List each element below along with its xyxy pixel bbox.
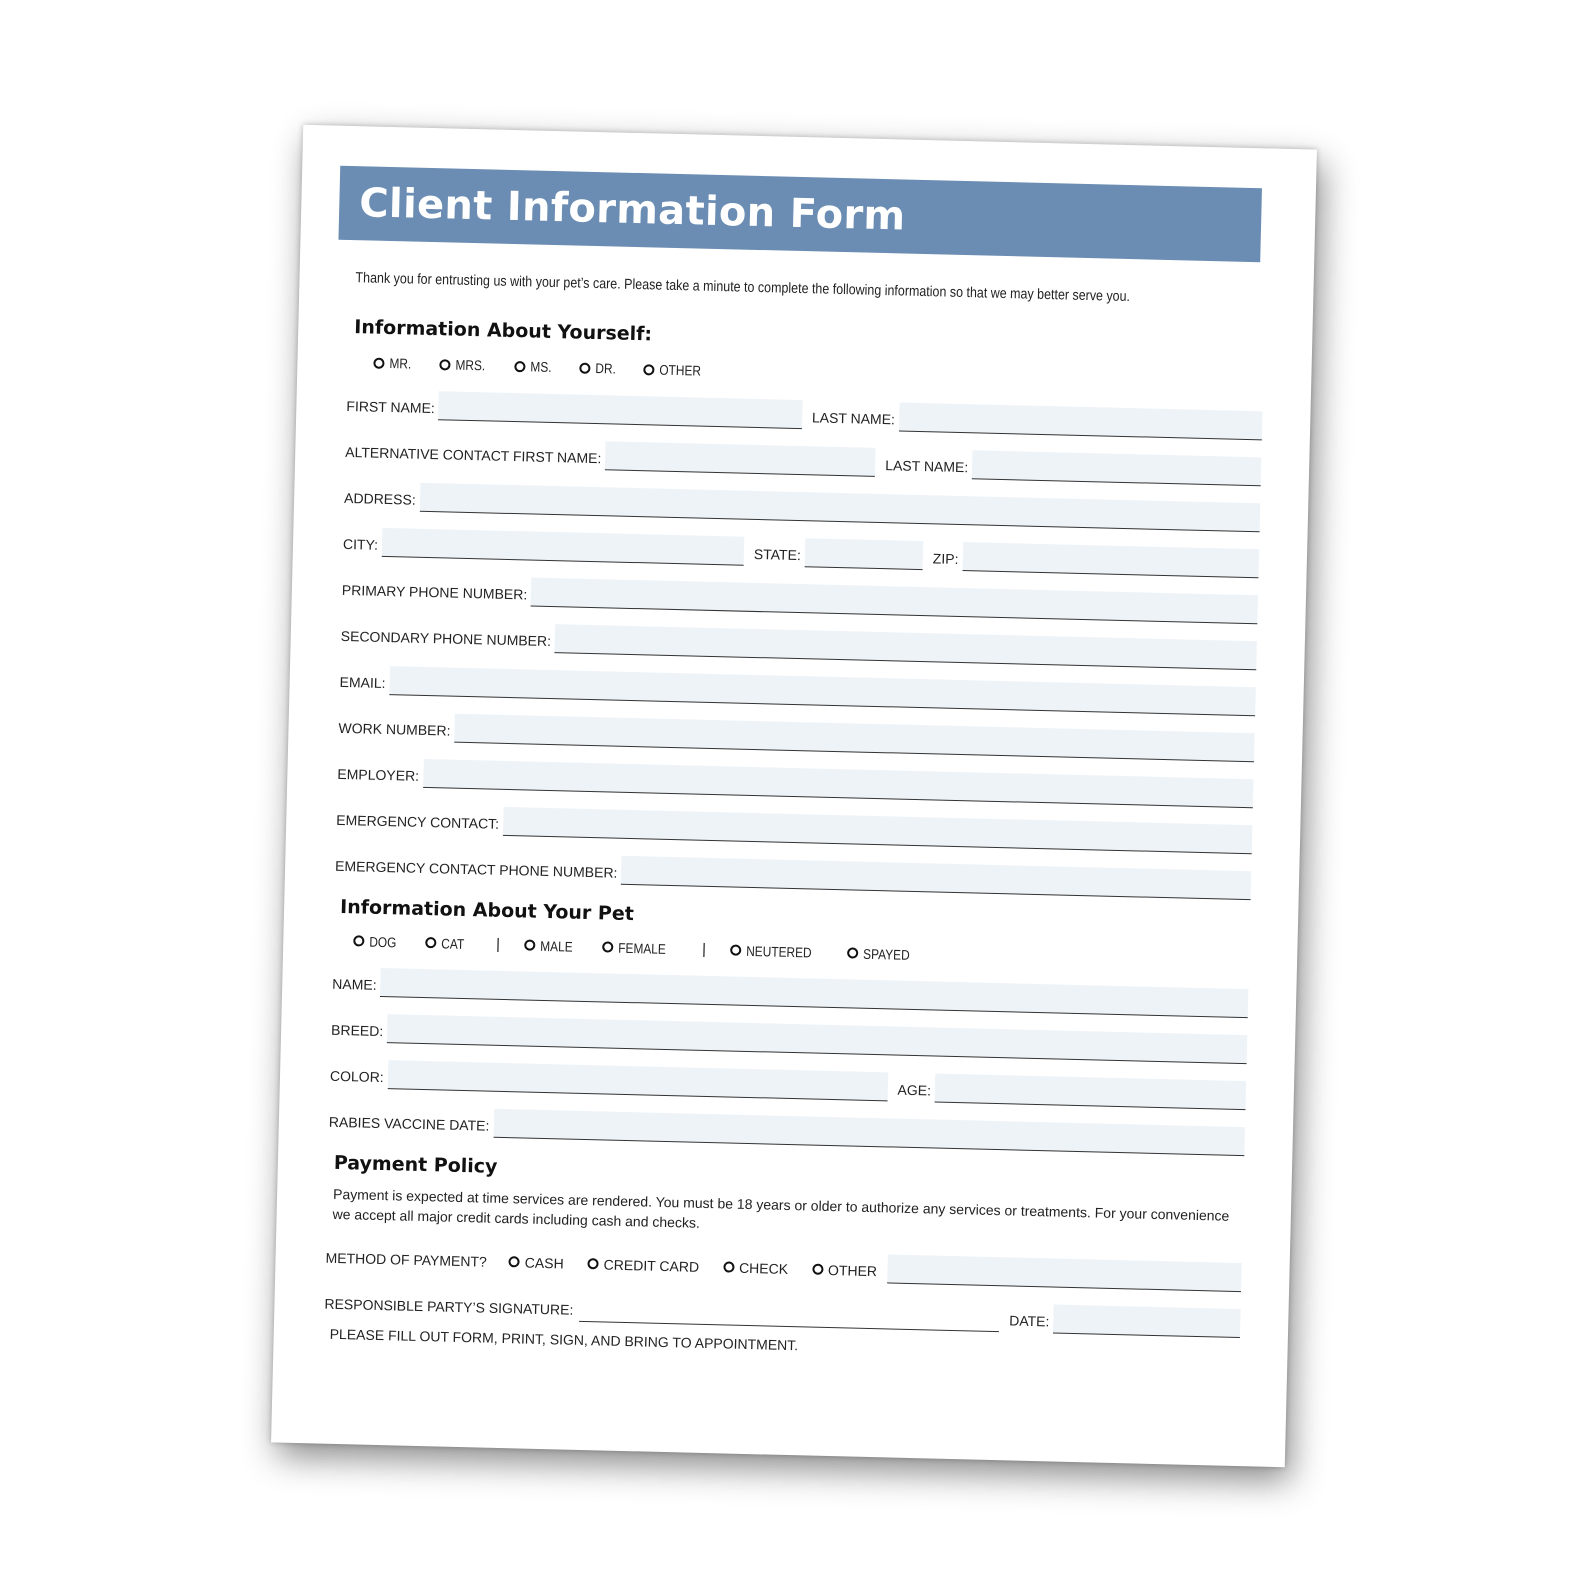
status-option-neutered[interactable]: NEUTERED bbox=[730, 942, 823, 960]
payment-other-field[interactable] bbox=[887, 1254, 1242, 1292]
payment-option-credit-card[interactable]: CREDIT CARD bbox=[587, 1256, 699, 1279]
work-number-label: WORK NUMBER: bbox=[338, 719, 451, 739]
alt-contact-row bbox=[345, 430, 1262, 486]
email-row bbox=[339, 660, 1256, 716]
radio-circle-icon bbox=[602, 941, 613, 952]
rabies-row bbox=[329, 1100, 1246, 1156]
primary-phone-label: PRIMARY PHONE NUMBER: bbox=[341, 581, 528, 603]
pet-options bbox=[353, 932, 942, 963]
pet-section-heading: Information About Your Pet bbox=[339, 895, 635, 926]
date-label: DATE: bbox=[1009, 1312, 1050, 1330]
emergency-phone-field[interactable] bbox=[621, 856, 1251, 900]
payment-method-label: METHOD OF PAYMENT? bbox=[325, 1249, 488, 1270]
color-field[interactable] bbox=[387, 1060, 888, 1101]
secondary-phone-row bbox=[340, 614, 1257, 670]
breed-label: BREED: bbox=[330, 1021, 384, 1040]
radio-circle-icon bbox=[514, 361, 525, 372]
work-number-row bbox=[338, 706, 1255, 762]
last-name-label: LAST NAME: bbox=[811, 409, 896, 428]
pet-name-field[interactable] bbox=[380, 968, 1248, 1018]
radio-circle-icon bbox=[723, 1261, 734, 1272]
radio-circle-icon bbox=[373, 357, 384, 368]
signature-line[interactable] bbox=[579, 1293, 1000, 1332]
species-option-dog[interactable]: DOG bbox=[353, 933, 401, 950]
pet-name-label: NAME: bbox=[332, 975, 377, 993]
status-option-spayed[interactable]: SPAYED bbox=[847, 945, 918, 963]
age-field[interactable] bbox=[935, 1074, 1246, 1111]
radio-circle-icon bbox=[425, 937, 436, 948]
state-label: STATE: bbox=[753, 545, 802, 564]
address-field[interactable] bbox=[419, 483, 1260, 533]
last-name-field[interactable] bbox=[899, 402, 1263, 440]
age-label: AGE: bbox=[897, 1081, 932, 1099]
title-option-dr[interactable]: DR. bbox=[579, 360, 620, 377]
title-option-ms[interactable]: MS. bbox=[514, 358, 555, 375]
primary-phone-row bbox=[342, 568, 1259, 624]
primary-phone-field[interactable] bbox=[531, 578, 1258, 625]
alt-first-name-label: ALTERNATIVE CONTACT FIRST NAME: bbox=[345, 443, 602, 467]
radio-circle-icon bbox=[524, 939, 535, 950]
rabies-label: RABIES VACCINE DATE: bbox=[328, 1113, 490, 1134]
color-age-row bbox=[330, 1054, 1247, 1110]
secondary-phone-label: SECONDARY PHONE NUMBER: bbox=[340, 627, 552, 650]
email-label: EMAIL: bbox=[339, 673, 386, 691]
alt-last-name-field[interactable] bbox=[972, 450, 1261, 486]
form-page bbox=[271, 125, 1317, 1467]
emergency-phone-label: EMERGENCY CONTACT PHONE NUMBER: bbox=[334, 857, 618, 881]
radio-circle-icon bbox=[730, 944, 741, 955]
title-option-mr[interactable]: MR. bbox=[373, 355, 415, 372]
signature-label: RESPONSIBLE PARTY’S SIGNATURE: bbox=[324, 1295, 574, 1318]
alt-first-name-field[interactable] bbox=[605, 441, 876, 477]
sex-option-female[interactable]: FEMALE bbox=[602, 939, 674, 957]
radio-circle-icon bbox=[812, 1264, 823, 1275]
sex-option-male[interactable]: MALE bbox=[524, 937, 578, 954]
payment-policy-text: Payment is expected at time services are rendered. You must be 18 years or older to authorize any services or treatments. For your convenience we accept all major credit cards including cash and checks. bbox=[332, 1185, 1230, 1231]
pet-name-row bbox=[332, 962, 1249, 1018]
city-state-zip-row bbox=[343, 522, 1260, 578]
radio-circle-icon bbox=[588, 1258, 599, 1269]
first-name-field[interactable] bbox=[438, 391, 802, 429]
payment-option-cash[interactable]: CASH bbox=[509, 1254, 564, 1275]
name-row bbox=[346, 384, 1263, 440]
city-label: CITY: bbox=[342, 535, 379, 553]
employer-label: EMPLOYER: bbox=[337, 765, 420, 784]
radio-circle-icon bbox=[643, 364, 654, 375]
option-separator: | bbox=[701, 940, 707, 958]
radio-circle-icon bbox=[847, 947, 858, 958]
rabies-date-field[interactable] bbox=[493, 1109, 1245, 1156]
option-separator: | bbox=[495, 935, 501, 953]
date-field[interactable] bbox=[1053, 1304, 1240, 1338]
emergency-contact-row bbox=[336, 798, 1253, 854]
zip-label: ZIP: bbox=[932, 550, 959, 567]
breed-row bbox=[331, 1008, 1248, 1064]
address-label: ADDRESS: bbox=[343, 489, 416, 508]
first-name-label: FIRST NAME: bbox=[346, 397, 435, 417]
radio-circle-icon bbox=[439, 359, 450, 370]
color-label: COLOR: bbox=[329, 1067, 384, 1086]
emergency-contact-field[interactable] bbox=[503, 807, 1253, 854]
payment-method-row bbox=[325, 1236, 1242, 1292]
address-row bbox=[344, 476, 1261, 532]
species-option-cat[interactable]: CAT bbox=[425, 935, 468, 952]
radio-circle-icon bbox=[579, 362, 590, 373]
city-field[interactable] bbox=[382, 528, 745, 566]
title-option-mrs[interactable]: MRS. bbox=[439, 356, 490, 373]
emergency-phone-row bbox=[335, 844, 1252, 900]
email-field[interactable] bbox=[389, 666, 1256, 716]
alt-last-name-label: LAST NAME: bbox=[885, 457, 969, 476]
payment-section-heading: Payment Policy bbox=[333, 1151, 498, 1178]
title-options bbox=[373, 355, 732, 380]
employer-row bbox=[337, 752, 1254, 808]
secondary-phone-field[interactable] bbox=[555, 624, 1257, 670]
emergency-contact-label: EMERGENCY CONTACT: bbox=[336, 811, 500, 832]
closing-instruction: PLEASE FILL OUT FORM, PRINT, SIGN, AND BRING TO APPOINTMENT. bbox=[329, 1325, 799, 1354]
owner-section-heading: Information About Yourself: bbox=[354, 316, 653, 346]
radio-circle-icon bbox=[353, 935, 364, 946]
radio-circle-icon bbox=[509, 1256, 520, 1267]
title-option-other[interactable]: OTHER bbox=[643, 361, 708, 379]
form-title: Client Information Form bbox=[338, 166, 1262, 263]
intro-text: Thank you for entrusting us with your pet’s care. Please take a minute to complete the following information so that we may better serve you. bbox=[355, 270, 1131, 306]
state-field[interactable] bbox=[805, 538, 924, 570]
zip-field[interactable] bbox=[962, 542, 1259, 578]
breed-field[interactable] bbox=[387, 1014, 1247, 1064]
employer-field[interactable] bbox=[423, 759, 1254, 808]
payment-option-other[interactable]: OTHER bbox=[812, 1262, 877, 1284]
payment-option-check[interactable]: CHECK bbox=[723, 1259, 788, 1281]
work-number-field[interactable] bbox=[454, 714, 1254, 763]
